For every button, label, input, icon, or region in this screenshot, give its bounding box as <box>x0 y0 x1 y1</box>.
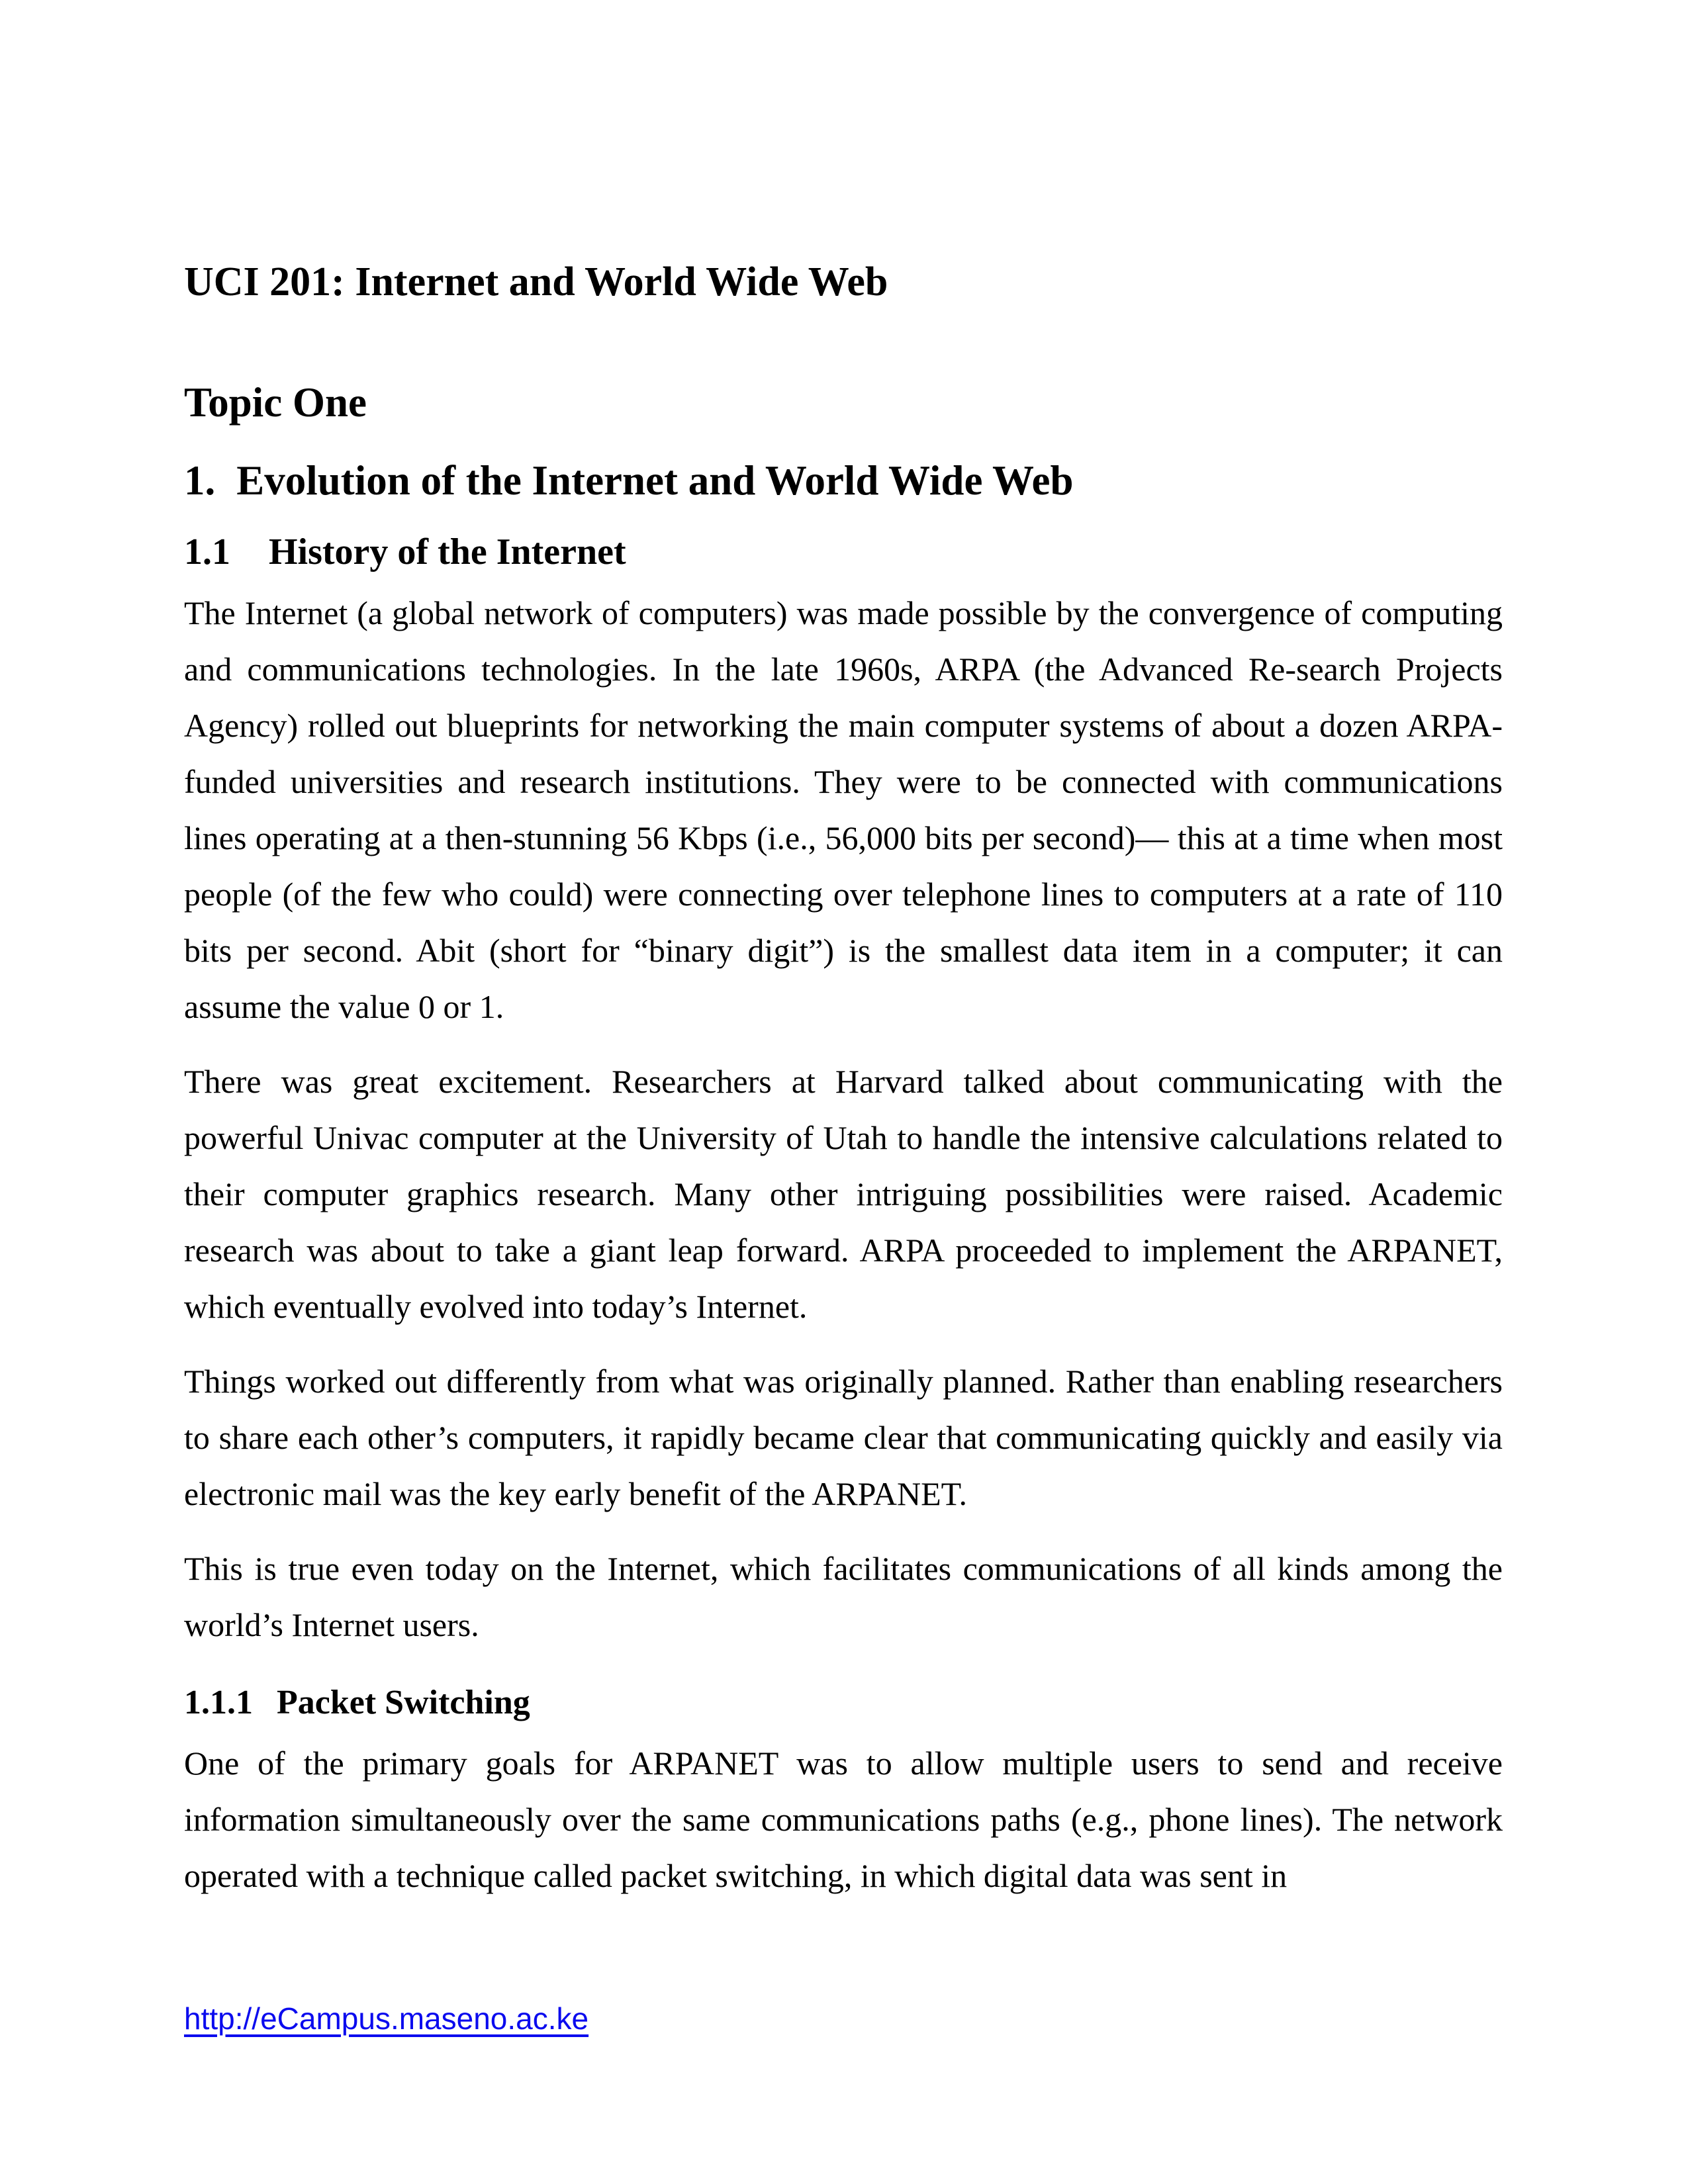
subsubsection-title: Packet Switching <box>277 1684 530 1721</box>
section-number: 1. <box>184 457 216 504</box>
page-footer <box>184 2000 588 2037</box>
paragraph-packet-switching-1: One of the primary goals for ARPANET was to allow multiple users to send and receive information simultaneously over the same communications paths (e.g., phone lines). The network operated with a technique called packet switching, in which digital data was sent in <box>184 1745 1503 1894</box>
section-title: Evolution of the Internet and World Wide Web <box>236 457 1074 504</box>
paragraph-history-3: Things worked out differently from what was originally planned. Rather than enabling researchers to share each other’s computers, it rapidly became clear that communicating quickly and easily via electronic mail was the key early benefit of the ARPANET. <box>184 1363 1503 1512</box>
paragraph-history-4: This is true even today on the Internet, which facilitates communications of all kinds among the world’s Internet users. <box>184 1550 1503 1643</box>
footer-link[interactable]: http://eCampus.maseno.ac.ke <box>184 2001 589 2036</box>
subsection-heading <box>184 528 1503 576</box>
topic-title: Topic One <box>184 379 367 426</box>
paragraph-history-2: There was great excitement. Researchers at Harvard talked about communicating with the powerful Univac computer at the University of Utah to handle the intensive calculations related to their computer graphics research. Many other intriguing possibilities were raised. Academic research was about to take a giant leap forward. ARPA proceeded to implement the ARPANET, which eventually evolved into today’s Internet. <box>184 1063 1503 1325</box>
paragraph-history-1: The Internet (a global network of computers) was made possible by the convergence of computing and communications technologies. In the late 1960s, ARPA (the Advanced Re-search Projects Agency) rolled out blueprints for networking the main computer systems of about a dozen ARPA-funded universities and research institutions. They were to be connected with communications lines operating at a then-stunning 56 Kbps (i.e., 56,000 bits per second)— this at a time when most people (of the few who could) were connecting over telephone lines to computers at a rate of 110 bits per second. Abit (short for “binary digit”) is the smallest data item in a computer; it can assume the value 0 or 1. <box>184 594 1503 1025</box>
subsection-number: 1.1 <box>184 531 230 572</box>
subsection-title: History of the Internet <box>269 531 626 572</box>
subsubsection-heading <box>184 1681 1503 1725</box>
page-content <box>184 0 1503 1923</box>
section-heading <box>184 454 1503 507</box>
course-title: UCI 201: Internet and World Wide Web <box>184 259 888 304</box>
subsubsection-number: 1.1.1 <box>184 1684 253 1721</box>
